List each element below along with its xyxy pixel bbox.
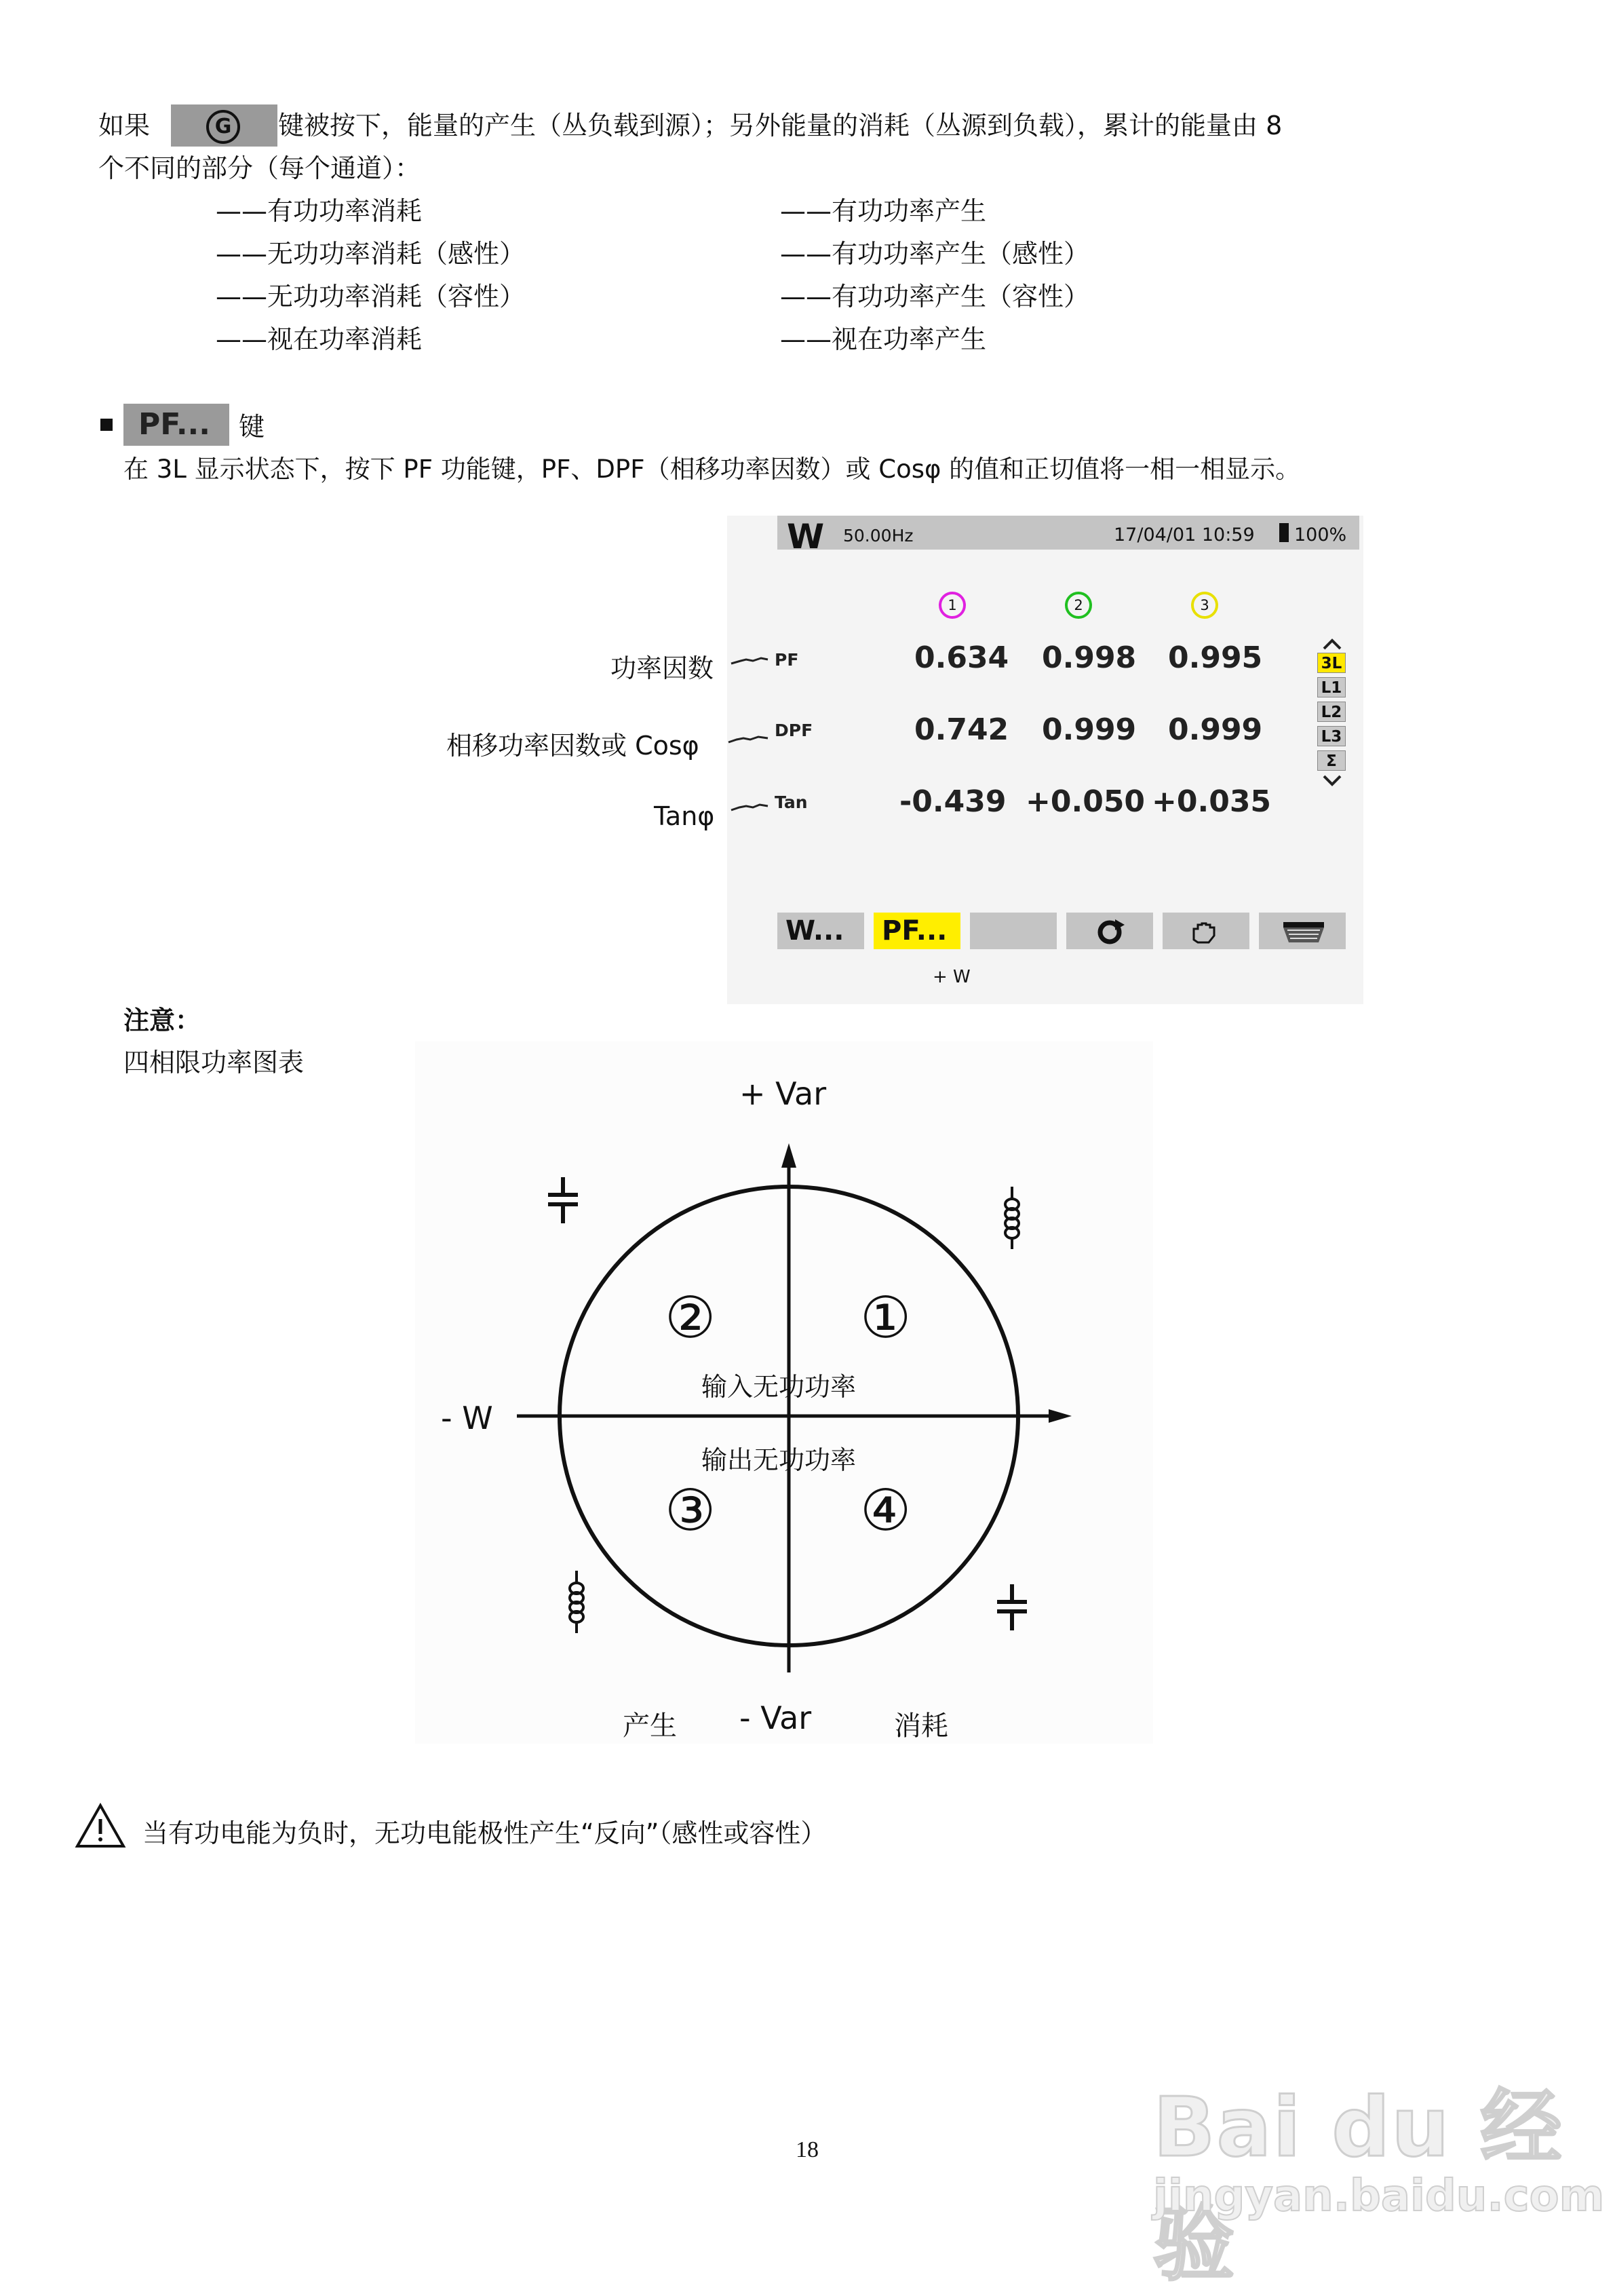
printer-icon (1267, 913, 1338, 949)
tan-value-1: -0.439 (899, 784, 1007, 819)
mode-indicator: W (787, 517, 825, 556)
energy-part-item: ——有功功率产生（容性） (780, 282, 1090, 311)
quadrant-4-label: ④ (860, 1477, 912, 1544)
dpf-value-1: 0.742 (914, 712, 1009, 747)
w-arrow-icon (1049, 1409, 1072, 1423)
note-title: 注意： (123, 1006, 201, 1035)
g-key-icon: G (206, 110, 240, 144)
channel-2-badge: 2 (1065, 592, 1092, 619)
refresh-icon (1074, 913, 1145, 949)
scroll-down-icon[interactable] (1321, 773, 1343, 787)
side-tab-3l[interactable]: 3L (1317, 653, 1346, 673)
var-arrow-icon (781, 1143, 796, 1168)
scroll-up-icon[interactable] (1321, 638, 1343, 651)
fkey-pf[interactable]: PF... (874, 913, 960, 949)
annot-pf: 功率因数 (610, 653, 714, 683)
leader-dpf (728, 737, 768, 742)
leader-pf (731, 658, 768, 664)
para1-line1: 键被按下，能量的产生（丛负载到源）；另外能量的消耗（丛源到负载），累计的能量由 8 (278, 111, 1283, 140)
row-label-tan: Tan (775, 792, 808, 812)
pf-key-suffix: 键 (239, 412, 265, 442)
datetime-readout: 17/04/01 10:59 (1114, 524, 1255, 546)
axis-label-plus-var: + Var (739, 1075, 827, 1112)
channel-1-badge: 1 (939, 592, 966, 619)
pf-value-3: 0.995 (1168, 640, 1263, 675)
battery-icon (1279, 523, 1289, 542)
warning-icon (75, 1803, 126, 1849)
axis-label-minus-w: - W (441, 1400, 493, 1436)
produce-label: 产生 (623, 1710, 677, 1742)
side-tab-l2[interactable]: L2 (1317, 702, 1346, 722)
tan-value-3: +0.035 (1152, 784, 1272, 819)
baidu-watermark-url: jingyan.baidu.com (1153, 2171, 1605, 2221)
energy-part-item: ——视在功率消耗 (216, 324, 423, 354)
dpf-value-2: 0.999 (1042, 712, 1137, 747)
consume-label: 消耗 (894, 1710, 948, 1742)
g-key-button (171, 104, 277, 147)
row-label-dpf: DPF (775, 721, 813, 740)
energy-part-item: ——视在功率产生 (780, 324, 987, 354)
fkey-blank[interactable] (970, 913, 1057, 949)
fkey-w[interactable]: W... (777, 913, 864, 949)
capacitor-icon (997, 1584, 1027, 1630)
frequency-readout: 50.00Hz (843, 526, 914, 546)
pf-value-2: 0.998 (1042, 640, 1137, 675)
energy-part-item: ——无功功率消耗（容性） (216, 282, 526, 311)
energy-part-item: ——有功功率消耗 (216, 196, 423, 226)
para1-prefix: 如果 (98, 111, 151, 140)
quadrant-2-label: ② (665, 1284, 716, 1351)
annot-dpf: 相移功率因数或 Cosφ (446, 731, 699, 761)
pf-key-button: PF... (123, 404, 229, 446)
side-tab-sigma[interactable]: Σ (1317, 750, 1346, 771)
inductor-icon (1005, 1187, 1019, 1249)
dpf-value-3: 0.999 (1168, 712, 1263, 747)
tan-value-2: +0.050 (1026, 784, 1146, 819)
channel-3-badge: 3 (1191, 592, 1218, 619)
energy-part-item: ——有功功率产生 (780, 196, 987, 226)
side-tab-l1[interactable]: L1 (1317, 677, 1346, 697)
quadrant-3-label: ③ (665, 1477, 716, 1544)
fkey-hold[interactable] (1163, 913, 1249, 949)
pf-value-1: 0.634 (914, 640, 1009, 675)
note-subtitle: 四相限功率图表 (123, 1048, 305, 1077)
annot-tan: Tanφ (654, 801, 715, 831)
side-tab-l3[interactable]: L3 (1317, 726, 1346, 746)
para1-line2: 个不同的部分（每个通道）： (98, 153, 421, 183)
inductor-icon (570, 1571, 583, 1633)
input-reactive-label: 输入无功功率 (701, 1372, 857, 1402)
battery-percent: 100% (1294, 524, 1347, 546)
bullet-square-icon (100, 419, 113, 431)
fkey-refresh[interactable] (1066, 913, 1153, 949)
leader-tan (731, 805, 768, 810)
hand-icon (1171, 913, 1241, 949)
axis-label-minus-var: - Var (739, 1700, 812, 1736)
page-number: 18 (796, 2137, 819, 2162)
status-bar (777, 516, 1359, 556)
energy-part-item: ——无功功率消耗（感性） (216, 239, 526, 269)
fkey-print[interactable] (1259, 913, 1346, 949)
energy-part-item: ——有功功率产生（感性） (780, 239, 1090, 269)
warning-text: 当有功电能为负时，无功电能极性产生“反向”（感性或容性） (142, 1818, 827, 1848)
row-label-pf: PF (775, 650, 799, 670)
pf-description: 在 3L 显示状态下，按下 PF 功能键，PF、DPF（相移功率因数）或 Cosφ 的值和正切值将一相一相显示。 (123, 455, 1301, 484)
output-reactive-label: 输出无功功率 (701, 1445, 857, 1475)
baidu-watermark-logo: Bai du 经验 (1153, 2081, 1563, 2292)
under-fkey-caption: + W (933, 967, 971, 987)
quadrant-1-label: ① (860, 1284, 912, 1351)
capacitor-icon (548, 1177, 578, 1223)
